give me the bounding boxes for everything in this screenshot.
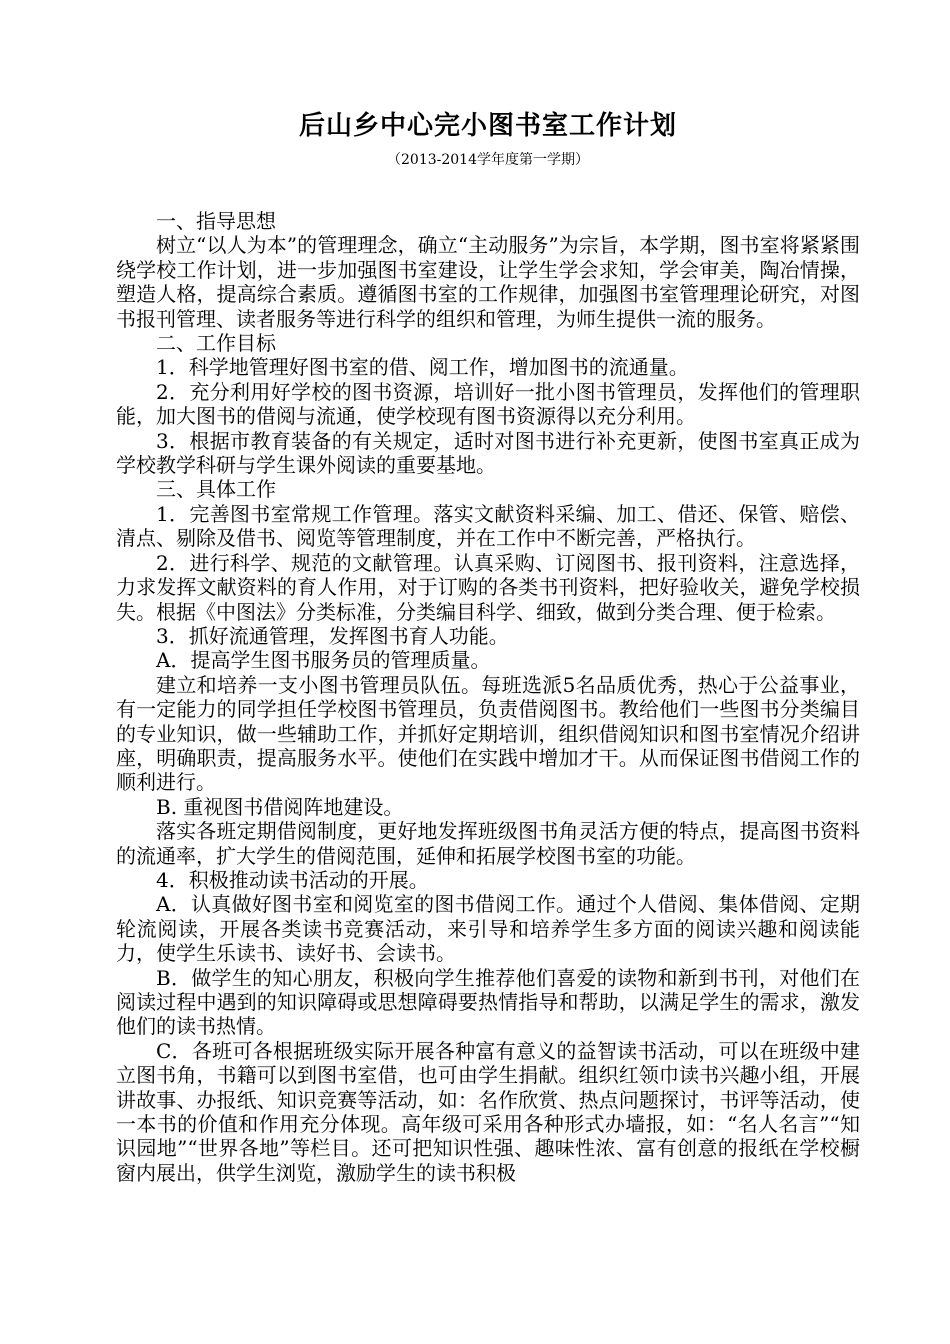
paragraph: B．做学生的知心朋友，积极向学生推荐他们喜爱的读物和新到书刊，对他们在阅读过程中遇到的知识障碍或思想障碍要热情指导和帮助，以满足学生的需求，激发他们的读书热情。 (116, 965, 860, 1039)
paragraph: 3．根据市教育装备的有关规定，适时对图书进行补充更新，使图书室真正成为学校教学科研与学生课外阅读的重要基地。 (116, 428, 860, 478)
paragraph: 2．进行科学、规范的文献管理。认真采购、订阅图书、报刊资料，注意选择，力求发挥文献资料的育人作用，对于订购的各类书刊资料，把好验收关，避免学校损失。根据《中图法》分类标准，分类编目科学、细致，做到分类合理、便于检索。 (116, 550, 860, 624)
paragraph: C．各班可各根据班级实际开展各种富有意义的益智读书活动，可以在班级中建立图书角，书籍可以到图书室借，也可由学生捐献。组织红领巾读书兴趣小组，开展讲故事、办报纸、知识竞赛等活动，如：名作欣赏、热点问题探讨，书评等活动，使一本书的价值和作用充分体现。高年级可采用各种形式办墙报，如：“名人名言”“知识园地”“世界各地”等栏目。还可把知识性强、趣味性浓、富有创意的报纸在学校橱窗内展出，供学生浏览，激励学生的读书积极 (116, 1038, 860, 1185)
document-page (116, 108, 860, 1185)
document-subtitle: （2013-2014学年度第一学期） (387, 152, 589, 168)
paragraph: 树立“以人为本”的管理理念，确立“主动服务”为宗旨，本学期，图书室将紧紧围绕学校工作计划，进一步加强图书室建设，让学生学会求知，学会审美，陶冶情操，塑造人格，提高综合素质。遵循图书室的工作规律，加强图书室管理理论研究，对图书报刊管理、读者服务等进行科学的组织和管理，为师生提供一流的服务。 (116, 233, 860, 331)
paragraph: 建立和培养一支小图书管理员队伍。每班选派5名品质优秀，热心于公益事业，有一定能力的同学担任学校图书管理员，负责借阅图书。教给他们一些图书分类编目的专业知识，做一些辅助工作，并抓好定期培训，组织借阅知识和图书室情况介绍讲座，明确职责，提高服务水平。使他们在实践中增加才干。从而保证图书借阅工作的顺利进行。 (116, 672, 860, 795)
paragraph: 3．抓好流通管理，发挥图书育人功能。 (156, 623, 509, 648)
paragraph: 1．完善图书室常规工作管理。落实文献资料采编、加工、借还、保管、赔偿、清点、剔除及借书、阅览等管理制度，并在工作中不断完善，严格执行。 (116, 501, 860, 551)
paragraph: 落实各班定期借阅制度，更好地发挥班级图书角灵活方便的特点，提高图书资料的流通率，扩大学生的借阅范围，延伸和拓展学校图书室的功能。 (116, 819, 860, 868)
document-body (116, 209, 860, 1185)
document-title: 后山乡中心完小图书室工作计划 (298, 111, 677, 141)
paragraph: 4．积极推动读书活动的开展。 (156, 867, 429, 892)
section-heading: 三、具体工作 (156, 477, 276, 502)
paragraph: A．认真做好图书室和阅览室的图书借阅工作。通过个人借阅、集体借阅、定期轮流阅读，开展各类读书竞赛活动，来引导和培养学生多方面的阅读兴趣和阅读能力，使学生乐读书、读好书、会读书。 (116, 892, 860, 966)
paragraph: A．提高学生图书服务员的管理质量。 (156, 648, 491, 673)
paragraph: B. 重视图书借阅阵地建设。 (156, 794, 404, 819)
paragraph: 2．充分利用好学校的图书资源，培训好一批小图书管理员，发挥他们的管理职能，加大图书的借阅与流通，使学校现有图书资源得以充分利用。 (116, 379, 860, 429)
section-heading: 一、指导思想 (156, 209, 276, 233)
paragraph: 1．科学地管理好图书室的借、阅工作，增加图书的流通量。 (156, 355, 689, 380)
section-heading: 二、工作目标 (156, 331, 276, 356)
